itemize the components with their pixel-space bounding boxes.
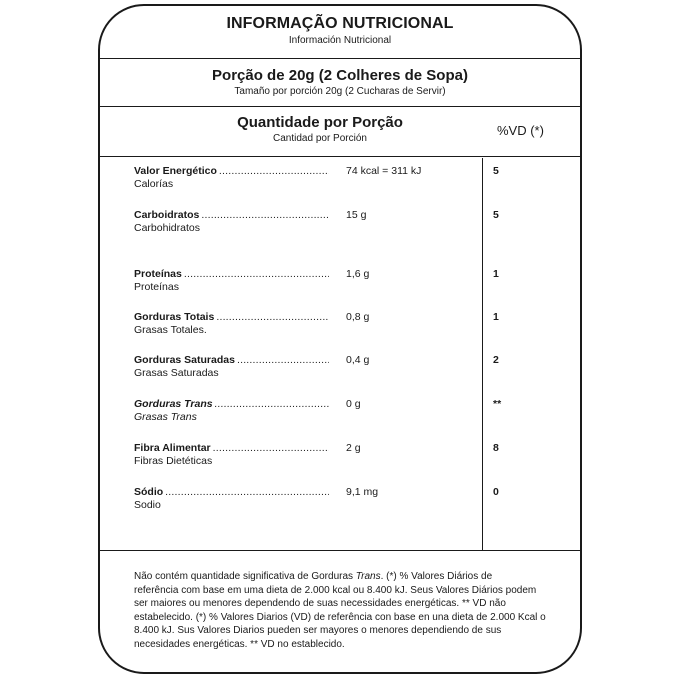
footnote-text: . (*) % Valores Diários de [380,571,493,582]
footnote-line: necesidades energéticas. ** VD no establecido. [134,638,345,650]
nutrient-vd: 5 [493,209,499,221]
nutrient-amount: 74 kcal = 311 kJ [346,165,422,177]
nutrient-amount: 1,6 g [346,268,370,280]
nutrient-row-protein [100,268,580,298]
divider [100,106,580,107]
nutrient-name: Proteínas [134,268,182,280]
divider [100,58,580,59]
quantity-header: Quantidade por Porção [237,114,403,131]
dot-leader [237,354,329,366]
dot-leader [219,165,329,177]
dot-leader [216,311,329,323]
nutrient-name: Fibra Alimentar [134,442,211,454]
quantity-subheader: Cantidad por Porción [273,133,367,144]
nutrient-name: Sódio [134,486,164,498]
nutrient-row-fiber [100,442,580,472]
nutrient-amount: 0,8 g [346,311,370,323]
nutrient-sub: Fibras Dietéticas [134,455,213,467]
nutrient-amount: 0 g [346,398,361,410]
nutrient-name: Gorduras Totais [134,311,215,323]
footnote [134,570,554,651]
nutrient-vd: 0 [493,486,499,498]
nutrient-name-row [134,165,329,177]
portion-subtitle: Tamaño por porción 20g (2 Cucharas de Servir) [234,86,446,97]
nutrient-name-row [134,354,329,366]
footnote-line [134,570,554,584]
footnote-text: Não contém quantidade significativa de Gorduras [134,571,356,582]
nutrient-amount: 0,4 g [346,354,370,366]
dot-leader [201,209,329,221]
dot-leader [213,442,329,454]
nutrient-vd: ** [493,398,502,410]
nutrient-row-trans-fat [100,398,580,428]
dot-leader [184,268,329,280]
nutrient-row-energy [100,165,580,195]
dot-leader [215,398,329,410]
nutrient-amount: 9,1 mg [346,486,379,498]
nutrient-sub: Proteínas [134,281,179,293]
dot-leader [165,486,329,498]
footnote-line: 8.400 kJ. Sus Valores Diarios pueden ser mayores o menores dependiendo de sus [134,625,502,636]
nutrient-name-row [134,268,329,280]
nutrient-sub: Sodio [134,499,161,511]
footnote-line: estabelecido. (*) % Valores Diarios (VD) de referência con base en una dieta de 2.000 Kcal o [134,611,546,623]
nutrient-row-total-fat [100,311,580,341]
divider [100,550,580,551]
nutrient-name-row [134,442,329,454]
footnote-line: ser maiores ou menores dependendo de suas necessidades energéticas. ** VD não [134,598,506,609]
label-subtitle: Información Nutricional [288,35,392,46]
nutrient-name: Valor Energético [134,165,217,177]
nutrient-name: Gorduras Saturadas [134,354,235,366]
nutrient-row-saturated-fat [100,354,580,384]
nutrient-name-row [134,398,329,410]
divider [100,156,580,157]
nutrient-name: Carboidratos [134,209,200,221]
nutrient-amount: 2 g [346,442,361,454]
nutrient-sub: Calorías [134,178,174,190]
nutrient-sub: Grasas Trans [134,411,197,423]
footnote-line: referência com base em uma dieta de 2.000 kcal ou 8.400 kJ. Seus Valores Diários podem [134,584,537,596]
nutrient-row-carbs [100,209,580,239]
nutrient-amount: 15 g [346,209,367,221]
nutrient-sub: Grasas Saturadas [134,367,219,379]
nutrient-vd: 1 [493,268,499,280]
nutrient-vd: 1 [493,311,499,323]
nutrient-sub: Carbohidratos [134,222,200,234]
nutrient-name-row [134,209,329,221]
nutrient-name-row [134,311,329,323]
nutrition-label [98,4,582,674]
nutrient-name-row [134,486,329,498]
nutrient-vd: 5 [493,165,499,177]
footnote-text-italic: Trans [355,571,381,582]
nutrient-sub: Grasas Totales. [134,324,207,336]
portion-title: Porção de 20g (2 Colheres de Sopa) [212,67,468,84]
vd-header: %VD (*) [497,123,544,138]
nutrient-name: Gorduras Trans [134,398,213,410]
label-title: INFORMAÇÃO NUTRICIONAL [226,15,454,32]
nutrient-vd: 8 [493,442,499,454]
nutrient-row-sodium [100,486,580,516]
nutrient-vd: 2 [493,354,499,366]
